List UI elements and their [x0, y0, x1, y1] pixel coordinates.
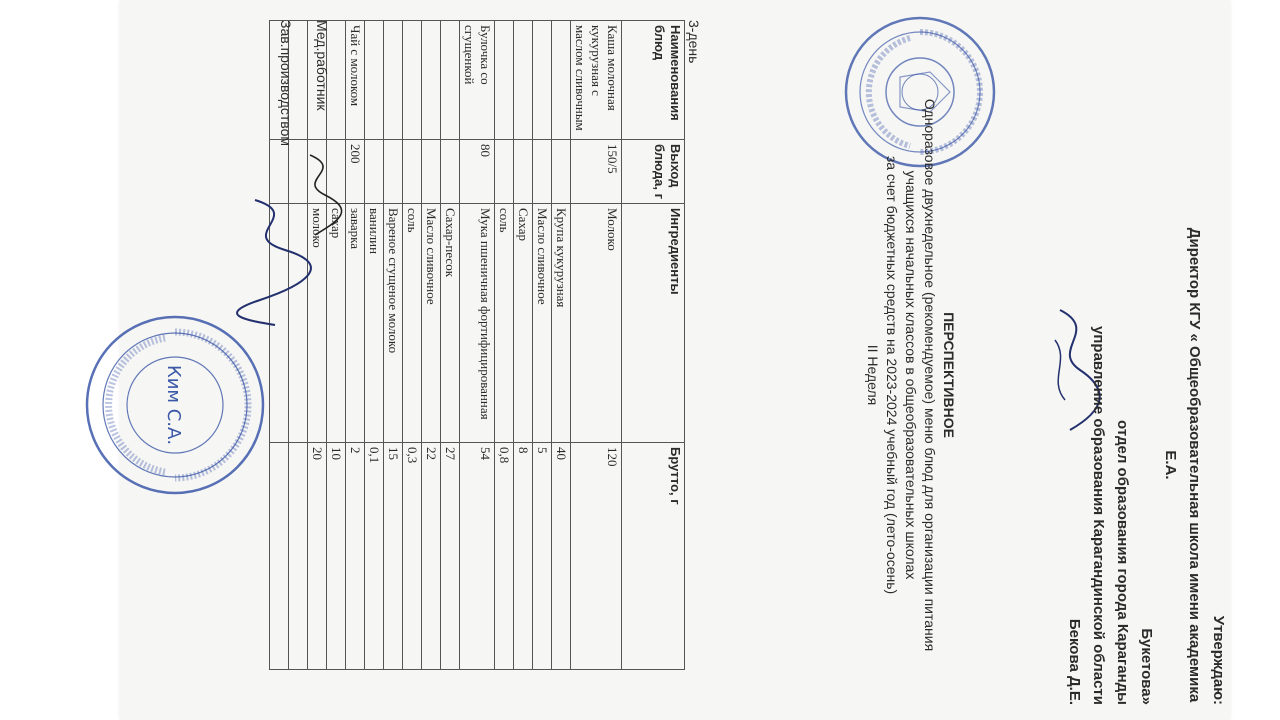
document-heading: [863, 80, 958, 670]
document-subtitle-3: за счет бюджетных средств на 2023-2024 учебный год (лето-осень): [884, 155, 900, 595]
cell-ingredient: сахар: [327, 204, 346, 443]
header-dish: Наименования блюд: [622, 21, 685, 140]
table-row: [514, 21, 533, 670]
table-row: [533, 21, 552, 670]
approval-label: Утверждаю:: [1210, 615, 1227, 705]
cell-gross: 10: [327, 443, 346, 670]
cell-ingredient: Масло сливочное: [533, 204, 552, 443]
cell-yield: [514, 140, 533, 204]
cell-yield: 150/5: [571, 140, 622, 204]
table-row: [552, 21, 571, 670]
cell-yield: [441, 140, 460, 204]
cell-gross: 0,8: [495, 443, 514, 670]
table-row: [495, 21, 514, 670]
cell-gross: [270, 443, 289, 670]
cell-yield: [384, 140, 403, 204]
header-gross: Брутто, г: [622, 443, 685, 670]
cell-dish: Каша молочная кукурузная с маслом сливочным: [571, 21, 622, 140]
cell-ingredient: заварка: [346, 204, 365, 443]
cell-gross: 15: [384, 443, 403, 670]
table-row: [441, 21, 460, 670]
cell-ingredient: Вареное сгущеное молоко: [384, 204, 403, 443]
cell-dish: [533, 21, 552, 140]
cell-ingredient: Сахар-песок: [441, 204, 460, 443]
table-row: [346, 21, 365, 670]
cell-gross: 0,1: [365, 443, 384, 670]
rotated-document: [120, 0, 1230, 720]
production-head-label: Зав.производством: [278, 20, 294, 146]
approval-signatory: Бекова Д.Е.: [1066, 618, 1083, 705]
cell-gross: 27: [441, 443, 460, 670]
cell-dish: [514, 21, 533, 140]
cell-ingredient: Крупа кукурузная: [552, 204, 571, 443]
cell-gross: 5: [533, 443, 552, 670]
cell-dish: [384, 21, 403, 140]
table-row: [365, 21, 384, 670]
menu-table-header: [622, 21, 685, 670]
cell-yield: [495, 140, 514, 204]
cell-yield: 200: [346, 140, 365, 204]
approval-block: [1062, 225, 1230, 705]
production-signature: [225, 190, 315, 330]
cell-dish: [403, 21, 422, 140]
stamp-name: Ким С.А.: [163, 364, 184, 446]
cell-ingredient: Масло сливочное: [422, 204, 441, 443]
cell-gross: [289, 443, 308, 670]
cell-yield: [403, 140, 422, 204]
round-stamp: [80, 310, 270, 500]
cell-ingredient: соль: [403, 204, 422, 443]
med-worker-label: Мед.работник: [314, 20, 330, 111]
document-week: II Неделя: [865, 344, 881, 406]
table-row: [460, 21, 495, 670]
approval-department: отдел образования города Караганды: [1114, 420, 1131, 705]
cell-dish: [495, 21, 514, 140]
cell-dish: [365, 21, 384, 140]
cell-dish: Чай с молоком: [346, 21, 365, 140]
cell-gross: 40: [552, 443, 571, 670]
cell-dish: [441, 21, 460, 140]
cell-dish: [422, 21, 441, 140]
cell-ingredient: ванилин: [365, 204, 384, 443]
table-row: [384, 21, 403, 670]
cell-ingredient: Сахар: [514, 204, 533, 443]
cell-gross: 0,3: [403, 443, 422, 670]
cell-dish: [552, 21, 571, 140]
day-label: 3-день: [686, 20, 702, 64]
cell-gross: 54: [460, 443, 495, 670]
document-title: ПЕРСПЕКТИВНОЕ: [941, 312, 957, 438]
cell-gross: 22: [422, 443, 441, 670]
cell-gross: 20: [308, 443, 327, 670]
cell-dish: Булочка со сгущенкой: [460, 21, 495, 140]
cell-ingredient: Молоко: [571, 204, 622, 443]
table-row: [403, 21, 422, 670]
cell-yield: [365, 140, 384, 204]
cell-yield: [552, 140, 571, 204]
cell-yield: [533, 140, 552, 204]
cell-gross: 2: [346, 443, 365, 670]
cell-ingredient: соль: [495, 204, 514, 443]
document-subtitle-2: учащихся начальных классов в общеобразовательных школах: [903, 170, 919, 580]
cell-gross: 8: [514, 443, 533, 670]
cell-ingredient: Мука пшеничная фортифицированная: [460, 204, 495, 443]
header-yield: Выход блюда, г: [622, 140, 685, 204]
approval-region: управление образования Карагандинской области: [1090, 326, 1107, 705]
table-row: [422, 21, 441, 670]
cell-ingredient: молоко: [308, 204, 327, 443]
footer-signatures: [268, 20, 340, 146]
table-row: [571, 21, 622, 670]
approval-director-line: Директор КГУ « Общеобразовательная школа имени академика Е.А.: [1162, 227, 1203, 703]
cell-gross: 120: [571, 443, 622, 670]
approval-school-name: Букетова»: [1138, 628, 1155, 705]
document-subtitle-1: Одноразовое двухнедельное (рекомендуемое) меню блюд для организации питания: [922, 98, 938, 652]
header-ingredients: Ингредиенты: [622, 204, 685, 443]
cell-yield: [422, 140, 441, 204]
cell-yield: 80: [460, 140, 495, 204]
